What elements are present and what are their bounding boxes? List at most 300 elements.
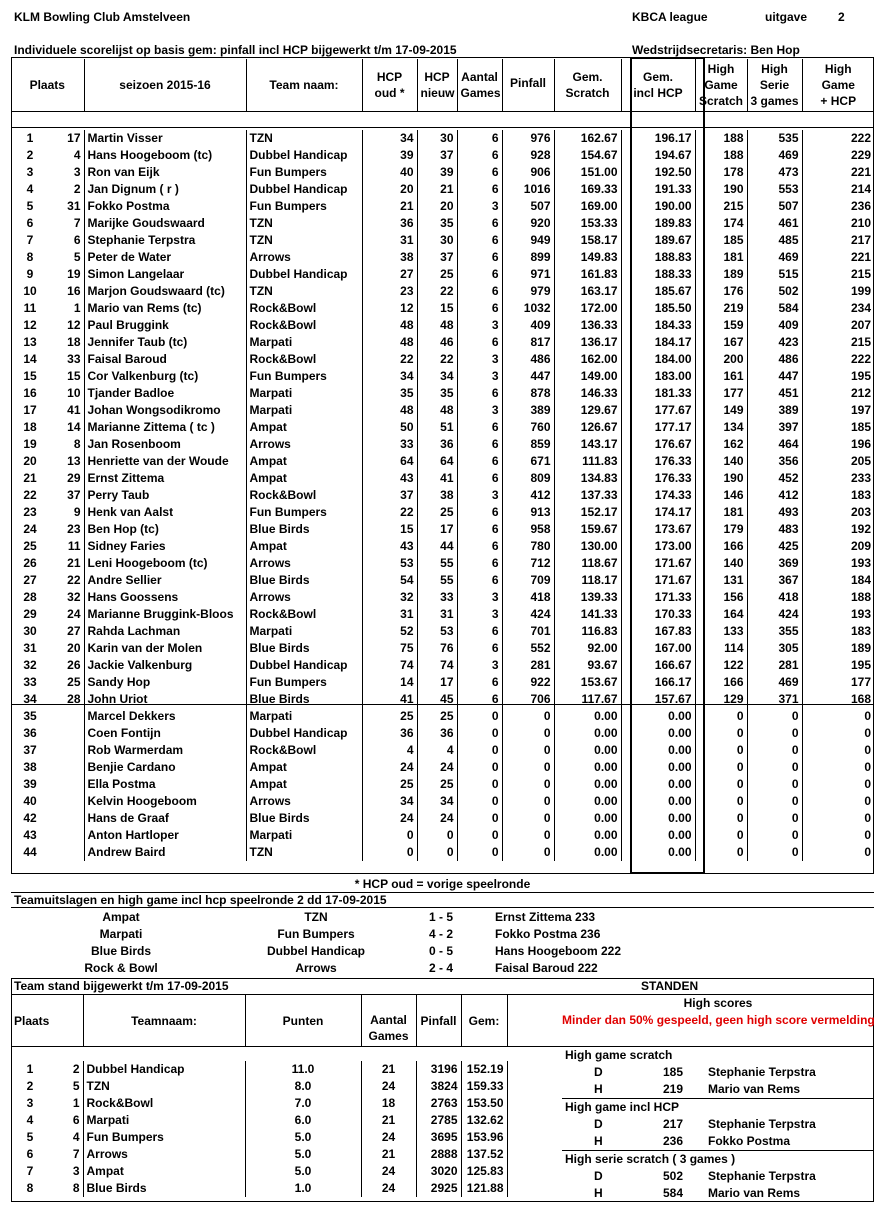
player-avg-scratch: 161.83	[554, 266, 621, 283]
player-player-name: Perry Taub	[84, 487, 246, 504]
player-avg-hcp: 0.00	[621, 725, 695, 742]
player-high-game-scratch: 189	[695, 266, 747, 283]
player-player-name: Cor Valkenburg (tc)	[84, 368, 246, 385]
player-high-game-scratch: 122	[695, 657, 747, 674]
high-score-value: 236	[662, 1134, 683, 1148]
player-prev-rank	[49, 810, 84, 827]
player-team-name: Dubbel Handicap	[246, 266, 362, 283]
player-rank: 42	[23, 811, 37, 825]
high-scores-panel	[562, 1047, 874, 1202]
player-high-series: 389	[747, 402, 802, 419]
result-high-game: Fokko Postma 236	[495, 927, 601, 941]
player-pinfall: 389	[502, 402, 554, 419]
player-rank: 13	[23, 335, 37, 349]
standing-rank: 7	[26, 1164, 34, 1178]
player-team-name: Blue Birds	[246, 521, 362, 538]
player-hcp-old: 53	[362, 555, 417, 572]
player-avg-scratch: 154.67	[554, 147, 621, 164]
player-pinfall: 949	[502, 232, 554, 249]
player-pinfall: 899	[502, 249, 554, 266]
player-hcp-new: 44	[417, 538, 457, 555]
standing-pinfall: 2785	[416, 1112, 461, 1129]
player-hcp-old: 32	[362, 589, 417, 606]
player-high-series: 485	[747, 232, 802, 249]
player-games: 3	[457, 351, 502, 368]
player-high-series: 461	[747, 215, 802, 232]
player-player-name: Jackie Valkenburg	[84, 657, 246, 674]
player-row	[11, 674, 874, 691]
high-score-row	[562, 1133, 874, 1150]
player-games: 6	[457, 623, 502, 640]
player-pinfall: 701	[502, 623, 554, 640]
player-high-game-scratch: 0	[695, 844, 747, 861]
edition-label: uitgave	[765, 10, 808, 24]
standing-rank: 5	[26, 1130, 34, 1144]
player-high-series: 447	[747, 368, 802, 385]
player-high-game-hcp: 0	[802, 742, 874, 759]
player-rank: 17	[23, 403, 37, 417]
player-hcp-old: 31	[362, 606, 417, 623]
player-prev-rank	[49, 793, 84, 810]
player-player-name: Johan Wongsodikromo	[84, 402, 246, 419]
player-player-name: Andrew Baird	[84, 844, 246, 861]
player-prev-rank: 5	[73, 250, 81, 264]
player-team-name: Fun Bumpers	[246, 368, 362, 385]
player-high-game-hcp: 215	[802, 266, 874, 283]
player-team-name: Blue Birds	[246, 810, 362, 827]
player-games: 6	[457, 164, 502, 181]
standing-games: 24	[361, 1180, 416, 1197]
standen-label: STANDEN	[641, 979, 699, 993]
player-prev-rank: 10	[67, 386, 81, 400]
standing-team-name: Marpati	[83, 1112, 245, 1129]
player-player-name: Martin Visser	[84, 130, 246, 147]
standing-prev-rank: 6	[72, 1113, 80, 1127]
player-games: 6	[457, 130, 502, 147]
secretary: Wedstrijdsecretaris: Ben Hop	[632, 43, 800, 57]
player-avg-hcp: 173.00	[621, 538, 695, 555]
player-hcp-new: 39	[417, 164, 457, 181]
player-hcp-new: 0	[417, 844, 457, 861]
player-avg-scratch: 153.33	[554, 215, 621, 232]
player-team-name: TZN	[246, 130, 362, 147]
player-player-name: Hans de Graaf	[84, 810, 246, 827]
player-avg-scratch: 0.00	[554, 793, 621, 810]
player-hcp-new: 35	[417, 215, 457, 232]
player-high-series: 424	[747, 606, 802, 623]
standing-games: 21	[361, 1061, 416, 1078]
player-high-series: 469	[747, 674, 802, 691]
player-avg-hcp: 176.33	[621, 453, 695, 470]
player-avg-hcp: 0.00	[621, 844, 695, 861]
player-player-name: Rob Warmerdam	[84, 742, 246, 759]
player-avg-scratch: 172.00	[554, 300, 621, 317]
player-high-series: 397	[747, 419, 802, 436]
player-games: 6	[457, 504, 502, 521]
player-avg-scratch: 0.00	[554, 776, 621, 793]
player-high-series: 412	[747, 487, 802, 504]
player-player-name: Jan Rosenboom	[84, 436, 246, 453]
player-avg-scratch: 149.00	[554, 368, 621, 385]
player-prev-rank: 17	[67, 131, 81, 145]
player-rank: 40	[23, 794, 37, 808]
player-hcp-new: 34	[417, 793, 457, 810]
player-pinfall: 928	[502, 147, 554, 164]
player-prev-rank: 4	[73, 148, 81, 162]
high-score-gender: H	[594, 1186, 603, 1200]
player-pinfall: 706	[502, 691, 554, 708]
player-row	[11, 334, 874, 351]
high-score-player: Mario van Rems	[708, 1082, 801, 1096]
high-score-row	[562, 1064, 874, 1081]
player-pinfall: 780	[502, 538, 554, 555]
player-hcp-new: 33	[417, 589, 457, 606]
standing-avg: 152.19	[461, 1061, 507, 1078]
player-team-name: Blue Birds	[246, 640, 362, 657]
player-avg-scratch: 0.00	[554, 725, 621, 742]
player-avg-scratch: 143.17	[554, 436, 621, 453]
standing-pinfall: 2925	[416, 1180, 461, 1197]
player-player-name: Jennifer Taub (tc)	[84, 334, 246, 351]
player-high-game-hcp: 196	[802, 436, 874, 453]
player-avg-scratch: 129.67	[554, 402, 621, 419]
results-table	[11, 909, 874, 977]
player-high-series: 418	[747, 589, 802, 606]
player-pinfall: 0	[502, 759, 554, 776]
player-prev-rank: 18	[67, 335, 81, 349]
player-team-name: Marpati	[246, 623, 362, 640]
player-row	[11, 453, 874, 470]
player-team-name: Dubbel Handicap	[246, 181, 362, 198]
player-high-series: 0	[747, 725, 802, 742]
player-player-name: Henriette van der Woude	[84, 453, 246, 470]
player-row	[11, 691, 874, 708]
player-avg-scratch: 141.33	[554, 606, 621, 623]
player-hcp-new: 45	[417, 691, 457, 708]
player-player-name: Marianne Bruggink-Bloos	[84, 606, 246, 623]
standing-points: 5.0	[245, 1146, 361, 1163]
player-games: 0	[457, 708, 502, 725]
player-row	[11, 657, 874, 674]
player-hcp-old: 12	[362, 300, 417, 317]
player-avg-hcp: 184.33	[621, 317, 695, 334]
player-avg-hcp: 173.67	[621, 521, 695, 538]
player-high-game-scratch: 181	[695, 249, 747, 266]
standing-rank: 1	[26, 1062, 34, 1076]
player-hcp-old: 24	[362, 759, 417, 776]
player-avg-scratch: 136.33	[554, 317, 621, 334]
player-hcp-old: 48	[362, 334, 417, 351]
player-avg-scratch: 169.00	[554, 198, 621, 215]
player-high-series: 0	[747, 759, 802, 776]
player-pinfall: 0	[502, 810, 554, 827]
player-hcp-new: 76	[417, 640, 457, 657]
result-row	[11, 960, 874, 977]
player-rank: 16	[23, 386, 37, 400]
player-rank: 18	[23, 420, 37, 434]
player-games: 6	[457, 147, 502, 164]
player-hcp-new: 15	[417, 300, 457, 317]
high-score-player: Stephanie Terpstra	[708, 1117, 816, 1131]
standing-games: 24	[361, 1129, 416, 1146]
player-avg-hcp: 176.67	[621, 436, 695, 453]
player-avg-hcp: 0.00	[621, 793, 695, 810]
player-rank: 1	[26, 131, 34, 145]
player-hcp-old: 4	[362, 742, 417, 759]
player-rank: 35	[23, 709, 37, 723]
player-prev-rank: 29	[67, 471, 81, 485]
player-team-name: Ampat	[246, 538, 362, 555]
player-hcp-new: 30	[417, 232, 457, 249]
player-high-game-scratch: 0	[695, 725, 747, 742]
player-rank: 24	[23, 522, 37, 536]
player-pinfall: 922	[502, 674, 554, 691]
player-row	[11, 351, 874, 368]
club-title: KLM Bowling Club Amstelveen	[14, 10, 191, 24]
player-team-name: TZN	[246, 283, 362, 300]
player-high-game-hcp: 222	[802, 130, 874, 147]
player-high-game-hcp: 195	[802, 368, 874, 385]
player-rank: 44	[23, 845, 37, 859]
player-prev-rank: 16	[67, 284, 81, 298]
player-avg-scratch: 158.17	[554, 232, 621, 249]
player-team-name: Arrows	[246, 249, 362, 266]
standing-points: 6.0	[245, 1112, 361, 1129]
player-avg-scratch: 0.00	[554, 742, 621, 759]
player-player-name: Jan Dignum ( r )	[84, 181, 246, 198]
player-high-series: 425	[747, 538, 802, 555]
high-score-gender: D	[594, 1065, 603, 1079]
player-high-game-hcp: 215	[802, 334, 874, 351]
player-hcp-old: 48	[362, 317, 417, 334]
player-high-series: 507	[747, 198, 802, 215]
result-high-game: Hans Hoogeboom 222	[495, 944, 622, 958]
standing-row	[11, 1163, 562, 1180]
player-high-game-scratch: 0	[695, 708, 747, 725]
player-prev-rank: 6	[73, 233, 81, 247]
player-row	[11, 249, 874, 266]
player-player-name: Henk van Aalst	[84, 504, 246, 521]
player-avg-hcp: 0.00	[621, 776, 695, 793]
player-hcp-new: 36	[417, 436, 457, 453]
player-pinfall: 507	[502, 198, 554, 215]
player-avg-scratch: 169.33	[554, 181, 621, 198]
player-pinfall: 809	[502, 470, 554, 487]
player-avg-scratch: 117.67	[554, 691, 621, 708]
player-high-game-scratch: 179	[695, 521, 747, 538]
player-games: 6	[457, 453, 502, 470]
result-score: 0 - 5	[428, 944, 453, 958]
player-team-name: Blue Birds	[246, 572, 362, 589]
player-hcp-new: 17	[417, 674, 457, 691]
player-rank: 23	[23, 505, 37, 519]
player-high-game-scratch: 0	[695, 827, 747, 844]
player-avg-scratch: 93.67	[554, 657, 621, 674]
player-player-name: Hans Goossens	[84, 589, 246, 606]
player-hcp-new: 35	[417, 385, 457, 402]
player-hcp-old: 0	[362, 844, 417, 861]
player-high-series: 486	[747, 351, 802, 368]
player-pinfall: 281	[502, 657, 554, 674]
player-player-name: Sidney Faries	[84, 538, 246, 555]
standings-header	[11, 995, 562, 1046]
result-score: 1 - 5	[428, 910, 453, 924]
player-hcp-old: 15	[362, 521, 417, 538]
player-pinfall: 0	[502, 844, 554, 861]
player-hcp-old: 31	[362, 232, 417, 249]
player-high-game-hcp: 0	[802, 759, 874, 776]
high-score-row	[562, 1168, 874, 1185]
standing-points: 11.0	[245, 1061, 361, 1078]
player-player-name: Andre Sellier	[84, 572, 246, 589]
player-pinfall: 976	[502, 130, 554, 147]
player-games: 6	[457, 470, 502, 487]
player-hcp-new: 53	[417, 623, 457, 640]
high-score-section-title: High game scratch	[565, 1048, 673, 1062]
standing-prev-rank: 4	[72, 1130, 80, 1144]
player-games: 3	[457, 198, 502, 215]
player-high-game-hcp: 0	[802, 725, 874, 742]
player-avg-hcp: 183.00	[621, 368, 695, 385]
standing-team-name: TZN	[83, 1078, 245, 1095]
header-divider	[11, 111, 874, 112]
player-row	[11, 436, 874, 453]
player-avg-scratch: 0.00	[554, 759, 621, 776]
player-high-game-hcp: 193	[802, 606, 874, 623]
player-avg-hcp: 189.67	[621, 232, 695, 249]
player-avg-hcp: 184.17	[621, 334, 695, 351]
standing-prev-rank: 3	[72, 1164, 80, 1178]
player-row	[11, 572, 874, 589]
player-high-series: 356	[747, 453, 802, 470]
player-player-name: Mario van Rems (tc)	[84, 300, 246, 317]
player-row	[11, 487, 874, 504]
player-hcp-old: 33	[362, 436, 417, 453]
player-high-series: 464	[747, 436, 802, 453]
player-avg-hcp: 174.33	[621, 487, 695, 504]
player-hcp-new: 25	[417, 266, 457, 283]
player-rank: 5	[26, 199, 34, 213]
player-high-game-hcp: 197	[802, 402, 874, 419]
player-team-name: Ampat	[246, 453, 362, 470]
result-away-team: TZN	[304, 910, 328, 924]
player-avg-scratch: 118.17	[554, 572, 621, 589]
player-avg-scratch: 130.00	[554, 538, 621, 555]
player-hcp-new: 38	[417, 487, 457, 504]
player-avg-scratch: 137.33	[554, 487, 621, 504]
player-rank: 4	[26, 182, 34, 196]
player-rank: 28	[23, 590, 37, 604]
player-high-game-scratch: 188	[695, 130, 747, 147]
edition-number: 2	[838, 10, 845, 24]
player-pinfall: 913	[502, 504, 554, 521]
player-high-game-hcp: 183	[802, 487, 874, 504]
player-games: 3	[457, 487, 502, 504]
player-team-name: Rock&Bowl	[246, 300, 362, 317]
player-prev-rank: 11	[67, 539, 81, 553]
player-prev-rank: 28	[67, 692, 81, 706]
player-row	[11, 759, 874, 776]
player-games: 3	[457, 317, 502, 334]
player-prev-rank: 26	[67, 658, 81, 672]
player-avg-scratch: 139.33	[554, 589, 621, 606]
player-high-series: 502	[747, 283, 802, 300]
player-high-game-scratch: 176	[695, 283, 747, 300]
player-games: 6	[457, 419, 502, 436]
player-games: 6	[457, 232, 502, 249]
player-avg-hcp: 184.00	[621, 351, 695, 368]
player-rank: 27	[23, 573, 37, 587]
player-prev-rank	[49, 827, 84, 844]
player-hcp-new: 46	[417, 334, 457, 351]
player-high-game-hcp: 217	[802, 232, 874, 249]
high-scores-note: Minder dan 50% gespeeld, geen high score vermelding	[562, 1013, 875, 1027]
col-seizoen: seizoen 2015-16	[84, 59, 246, 111]
high-score-gender: D	[594, 1117, 603, 1131]
player-high-game-scratch: 0	[695, 776, 747, 793]
player-rank: 12	[23, 318, 37, 332]
player-row	[11, 589, 874, 606]
player-high-game-hcp: 212	[802, 385, 874, 402]
player-prev-rank	[49, 742, 84, 759]
player-row	[11, 317, 874, 334]
player-high-series: 367	[747, 572, 802, 589]
player-prev-rank: 1	[73, 301, 81, 315]
player-team-name: Ampat	[246, 470, 362, 487]
result-home-team: Rock & Bowl	[84, 961, 158, 975]
player-high-series: 0	[747, 708, 802, 725]
col-games: Aantal Games	[457, 59, 502, 111]
player-hcp-old: 27	[362, 266, 417, 283]
player-high-series: 584	[747, 300, 802, 317]
player-avg-hcp: 0.00	[621, 759, 695, 776]
player-row	[11, 215, 874, 232]
player-high-game-scratch: 149	[695, 402, 747, 419]
player-pinfall: 412	[502, 487, 554, 504]
player-rank: 8	[26, 250, 34, 264]
player-player-name: Fokko Postma	[84, 198, 246, 215]
player-rank: 7	[26, 233, 34, 247]
player-pinfall: 979	[502, 283, 554, 300]
player-hcp-old: 25	[362, 776, 417, 793]
player-team-name: Marpati	[246, 402, 362, 419]
player-avg-hcp: 171.33	[621, 589, 695, 606]
player-high-game-scratch: 167	[695, 334, 747, 351]
player-prev-rank: 32	[67, 590, 81, 604]
player-prev-rank: 8	[73, 437, 81, 451]
player-pinfall: 671	[502, 453, 554, 470]
player-rank: 34	[23, 692, 37, 706]
player-hcp-new: 25	[417, 504, 457, 521]
player-row	[11, 725, 874, 742]
player-avg-hcp: 171.67	[621, 572, 695, 589]
player-high-game-scratch: 190	[695, 470, 747, 487]
player-high-game-scratch: 129	[695, 691, 747, 708]
player-player-name: Hans Hoogeboom (tc)	[84, 147, 246, 164]
player-team-name: TZN	[246, 844, 362, 861]
player-row	[11, 130, 874, 147]
player-prev-rank: 13	[67, 454, 81, 468]
standing-team-name: Blue Birds	[83, 1180, 245, 1197]
player-player-name: Ben Hop (tc)	[84, 521, 246, 538]
player-hcp-new: 55	[417, 572, 457, 589]
high-score-value: 219	[662, 1082, 683, 1096]
player-hcp-old: 36	[362, 725, 417, 742]
player-high-game-hcp: 188	[802, 589, 874, 606]
player-team-name: Dubbel Handicap	[246, 657, 362, 674]
player-row	[11, 368, 874, 385]
player-avg-hcp: 174.17	[621, 504, 695, 521]
